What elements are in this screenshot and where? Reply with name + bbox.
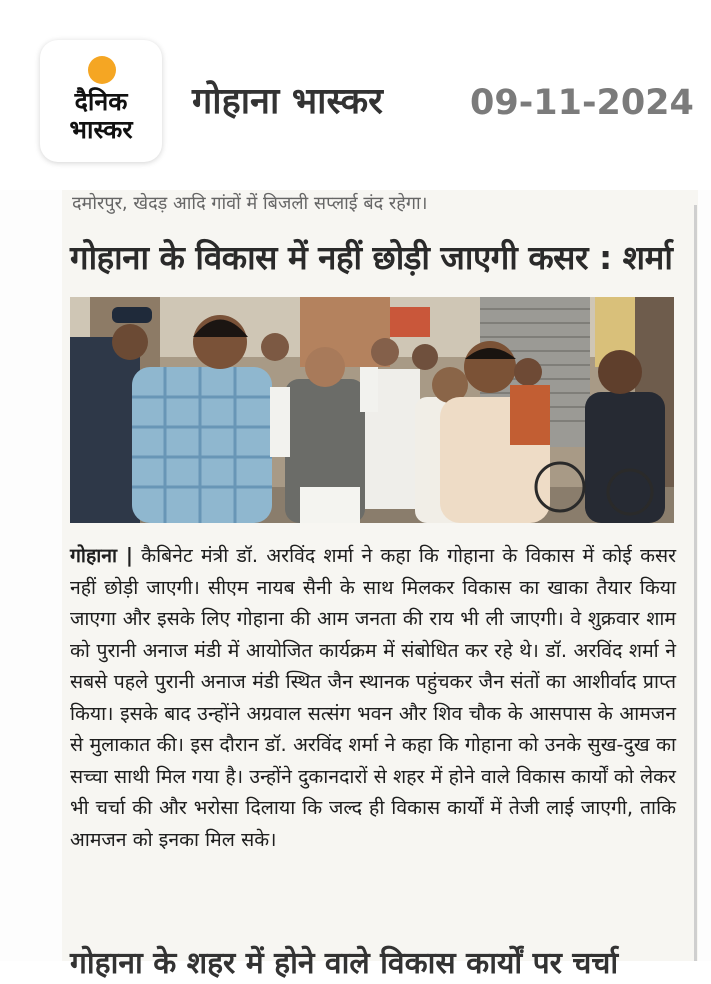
- logo-text-line2: भास्कर: [69, 115, 133, 144]
- edition-title: गोहाना भास्कर: [192, 81, 383, 122]
- publication-date: 09-11-2024: [470, 83, 694, 123]
- article-headline: गोहाना के विकास में नहीं छोड़ी जाएगी कसर : शर्मा: [70, 238, 673, 277]
- sun-icon: [88, 56, 116, 84]
- street-crowd-photo: [70, 297, 674, 523]
- clipping-edge: [694, 205, 697, 961]
- dainik-bhaskar-logo[interactable]: [40, 40, 162, 162]
- header: [0, 0, 711, 190]
- article-body-text: कैबिनेट मंत्री डॉ. अरविंद शर्मा ने कहा कि गोहाना के विकास में कोई कसर नहीं छोड़ी जाएगी। सीएम नायब सैनी के साथ मिलकर विकास का खाका तैयार किया जाएगा और इसके लिए गोहाना की आम जनता की राय भी ली जाएगी। वे शुक्रवार शाम को पुरानी अनाज मंडी में आयोजित कार्यक्रम में संबोधित कर रहे थे। डॉ. अरविंद शर्मा ने सबसे पहले पुरानी अनाज मंडी स्थित जैन स्थानक पहुंचकर जैन संतों का आशीर्वाद प्राप्त किया। इसके बाद उन्होंने अग्रवाल सत्संग भवन और शिव चौक के आसपास के आमजन से मुलाकात की। इस दौरान डॉ. अरविंद शर्मा ने कहा कि गोहाना को उनके सुख-दुख का सच्चा साथी मिल गया है। उन्होंने दुकानदारों से शहर में होने वाले विकास कार्यों को लेकर भी चर्चा की और भरोसा दिलाया कि जल्द ही विकास कार्यों में तेजी लाई जाएगी, ताकि आमजन को इनका मिल सके।: [70, 544, 676, 851]
- cut-off-text: दमोरपुर, खेदड़ आदि गांवों में बिजली सप्लाई बंद रहेगा।: [72, 193, 428, 214]
- article-photo: [70, 297, 674, 523]
- logo-text-line1: दैनिक: [74, 87, 128, 116]
- next-article-headline: गोहाना के शहर में होने वाले विकास कार्यों पर चर्चा: [70, 946, 619, 981]
- article-dateline: गोहाना |: [70, 544, 133, 567]
- article-body: [70, 540, 676, 855]
